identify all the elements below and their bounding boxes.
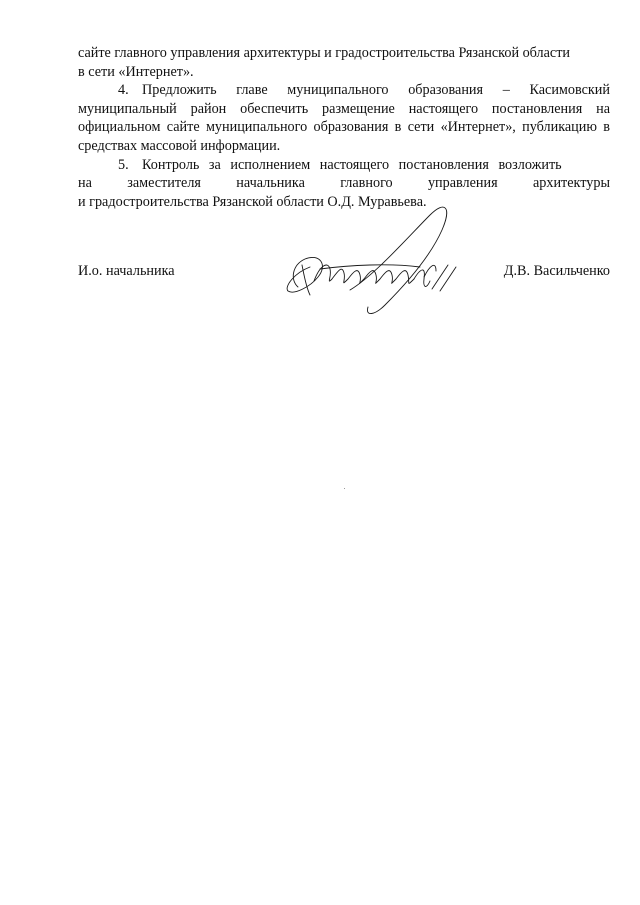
item-5-text: Контроль за исполнением настоящего постановления возложить [142,156,562,173]
continuation-line-2: в сети «Интернет». [78,63,194,80]
item-5-line-3: и градостроительства Рязанской области О.Д. Муравьева. [78,193,427,210]
scan-speck [344,488,345,489]
item-5-word: главного [340,175,393,192]
item-5-word: заместителя [127,175,201,192]
item-5-word: на [78,175,92,192]
paragraph-item-5 [78,156,610,175]
paragraph-item-4 [78,81,610,155]
paragraph-continuation [78,44,610,81]
continuation-line-1 [78,44,610,63]
item-5-word: архитектуры [532,175,610,192]
item-5-word: управления [427,175,498,192]
item-5-number: 5. [118,156,129,173]
continuation-line-1-text: сайте главного управления архитектуры и градостроительства Рязанской области [78,45,571,61]
signatory-name: Д.В. Васильченко [503,263,610,279]
item-5-line-2 [78,174,610,193]
document-body [78,44,610,211]
signatory-position: И.о. начальника [78,263,175,279]
item-5-word: начальника [236,175,305,192]
item-4-number: 4. [118,82,129,99]
item-4-text: Предложить главе муниципального образования – Касимовский муниципальный район обеспечить размещение настоящего постановления на официальном сайте муниципального образования в сети «Интернет», публикацию в средствах массовой информации. [78,82,610,154]
handwritten-signature [280,195,465,320]
